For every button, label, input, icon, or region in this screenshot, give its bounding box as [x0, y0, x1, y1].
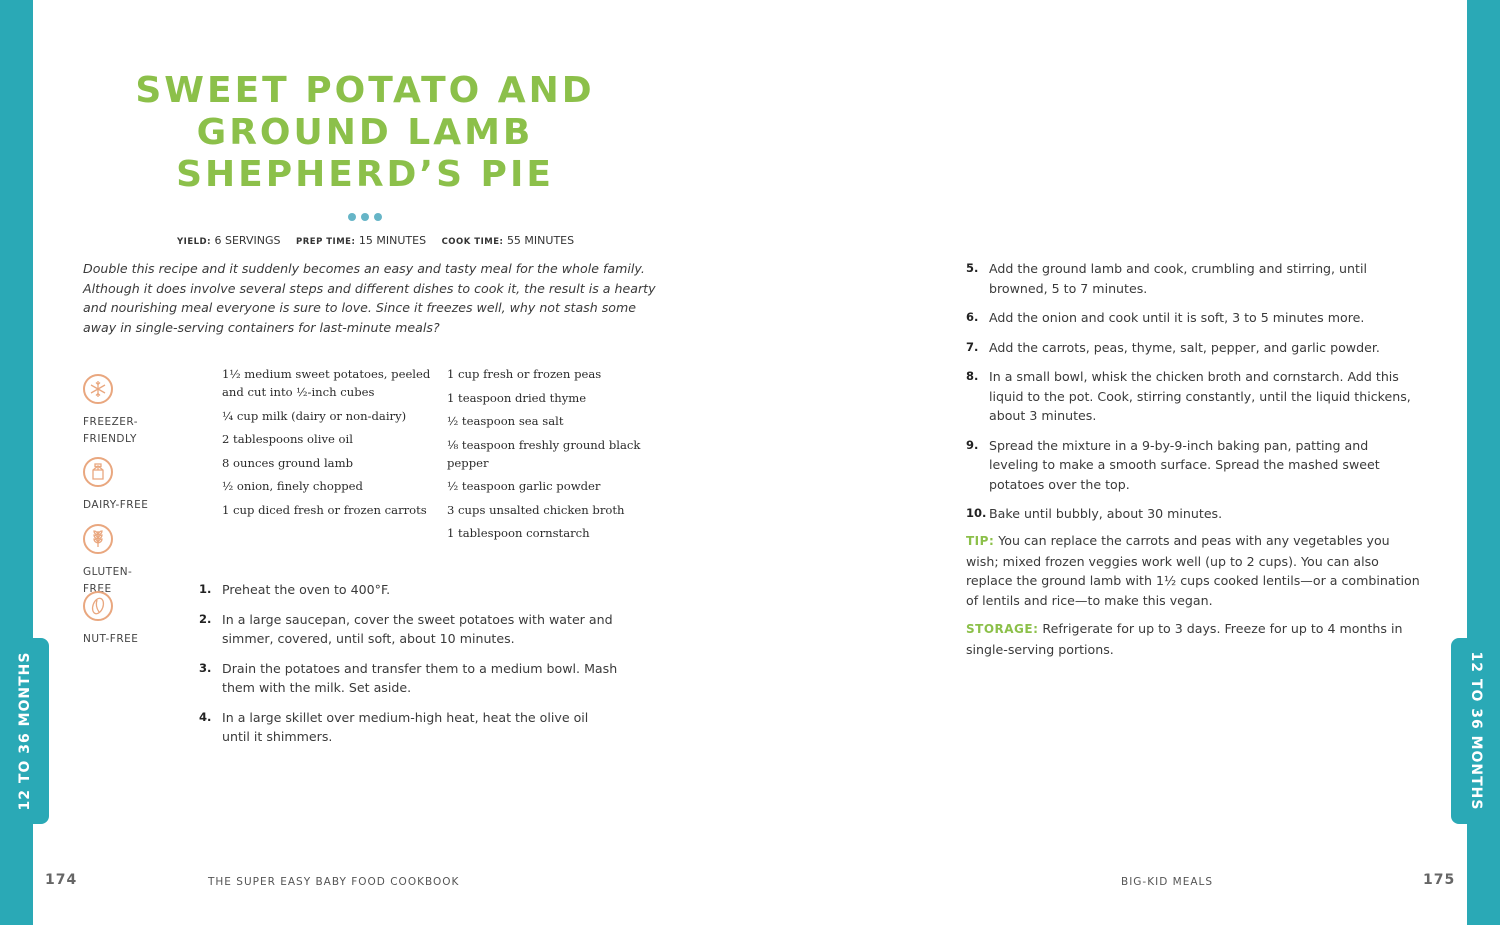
step-item [199, 580, 619, 600]
step-number: 2. [199, 611, 212, 626]
cook-time-value: 55 MINUTES [506, 234, 575, 247]
step-text: Add the onion and cook until it is soft, 3 to 5 minutes more. [989, 310, 1365, 325]
left-age-tab [0, 638, 49, 824]
recipe-intro: Double this recipe and it suddenly becomes an easy and tasty meal for the whole family. Although it does involve several steps and different dishes to cook it, the result is a hearty and nourishing meal everyone is sure to love. Since it freezes well, why not stash some away in single-serving containers for last-minute meals? [83, 261, 656, 335]
steps-list-left [199, 580, 619, 757]
badge-label: GLUTEN-FREE [83, 566, 133, 595]
ingredient-item: ⅛ teaspoon freshly ground black pepper [447, 437, 641, 470]
steps-list-right [966, 259, 1421, 534]
badge-label: FREEZER-FRIENDLY [83, 416, 139, 445]
step-text: Drain the potatoes and transfer them to a medium bowl. Mash them with the milk. Set aside. [222, 660, 618, 695]
ingredient-item: 1 cup diced fresh or frozen carrots [222, 502, 427, 517]
step-number: 7. [966, 339, 979, 354]
ingredient-item: 2 tablespoons olive oil [222, 432, 353, 446]
step-number: 4. [199, 709, 212, 724]
ingredient-item: 1 teaspoon dried thyme [447, 390, 587, 405]
tip-label: TIP: [966, 534, 995, 548]
ingredient-item: 1½ medium sweet potatoes, peeled and cut into ½-inch cubes [222, 367, 431, 399]
right-page-number: 175 [1423, 872, 1456, 888]
step-number: 6. [966, 310, 979, 324]
step-text: Bake until bubbly, about 30 minutes. [989, 506, 1223, 521]
ingredient-item: 1 cup fresh or frozen peas [447, 367, 602, 381]
badge-label: DAIRY-FREE [83, 499, 149, 511]
storage-note [966, 619, 1421, 659]
ingredient-item: 3 cups unsalted chicken broth [447, 502, 625, 517]
nut-icon [83, 591, 113, 621]
step-item [199, 610, 619, 649]
right-age-tab [1451, 638, 1500, 824]
step-number: 5. [966, 261, 979, 275]
title-line: SHEPHERD’S PIE [176, 154, 554, 195]
ingredient-item: ½ teaspoon sea salt [447, 414, 564, 428]
title-line: SWEET POTATO AND [135, 70, 595, 111]
left-age-tab-label: 12 TO 36 MONTHS [16, 651, 33, 811]
ingredient-item: ½ onion, finely chopped [222, 479, 363, 493]
ingredients-column-1 [222, 365, 434, 524]
wheat-icon [83, 524, 113, 554]
yield-value: 6 SERVINGS [214, 234, 281, 247]
step-item [966, 308, 1421, 328]
ingredients-column-2 [447, 365, 652, 548]
title-dots-divider [348, 206, 387, 225]
cook-time-label: COOK TIME: [441, 237, 504, 247]
badge-label: NUT-FREE [83, 633, 139, 645]
right-age-tab-label: 12 TO 36 MONTHS [1467, 651, 1484, 811]
step-number: 8. [966, 369, 979, 383]
step-text: Add the ground lamb and cook, crumbling and stirring, until browned, 5 to 7 minutes. [989, 261, 1367, 296]
left-running-footer: THE SUPER EASY BABY FOOD COOKBOOK [208, 876, 460, 888]
yield-label: YIELD: [177, 237, 211, 247]
badge-freezer-friendly [83, 374, 153, 448]
prep-time-value: 15 MINUTES [358, 234, 427, 247]
step-number: 1. [199, 582, 212, 596]
step-item [966, 259, 1421, 298]
step-item [199, 659, 619, 698]
step-item [966, 367, 1421, 426]
tip-note [966, 531, 1421, 610]
badge-nut-free [83, 591, 153, 648]
step-text: Add the carrots, peas, thyme, salt, pepper, and garlic powder. [989, 339, 1380, 355]
step-text: Spread the mixture in a 9-by-9-inch baking pan, patting and leveling to make a smooth surface. Spread the mashed sweet potatoes over the top. [989, 437, 1380, 492]
step-number: 3. [199, 660, 212, 675]
step-item [966, 338, 1421, 358]
badge-gluten-free [83, 524, 153, 598]
step-item [199, 708, 619, 747]
step-text: In a large saucepan, cover the sweet potatoes with water and simmer, covered, until soft, about 10 minutes. [222, 611, 613, 646]
snowflake-icon [83, 374, 113, 404]
ingredient-item: ½ teaspoon garlic powder [447, 479, 601, 493]
step-number: 9. [966, 437, 979, 452]
step-number: 10. [966, 506, 987, 520]
step-text: In a large skillet over medium-high heat, heat the olive oil until it shimmers. [222, 709, 589, 744]
storage-text: Refrigerate for up to 3 days. Freeze for up to 4 months in single-serving portions. [966, 621, 1403, 657]
step-item [966, 504, 1421, 524]
prep-time-label: PREP TIME: [295, 237, 356, 247]
left-page-number: 174 [45, 872, 78, 888]
ingredient-item: 1 tablespoon cornstarch [447, 526, 590, 540]
right-running-footer: BIG-KID MEALS [1121, 876, 1214, 888]
ingredient-item: ¼ cup milk (dairy or non-dairy) [222, 408, 407, 423]
storage-label: STORAGE: [966, 622, 1039, 636]
title-line: GROUND LAMB [196, 112, 534, 153]
recipe-title [80, 70, 650, 196]
step-text: Preheat the oven to 400°F. [222, 582, 391, 597]
badge-dairy-free [83, 457, 153, 514]
step-item [966, 436, 1421, 495]
ingredient-item: 8 ounces ground lamb [222, 455, 353, 470]
step-text: In a small bowl, whisk the chicken broth and cornstarch. Add this liquid to the pot. Cook, stirring constantly, until the liquid thickens, about 3 minutes. [989, 369, 1411, 423]
recipe-meta [177, 234, 574, 247]
tip-text: You can replace the carrots and peas with any vegetables you wish; mixed frozen veggies work well (up to 2 cups). You can also replace the ground lamb with 1½ cups cooked lentils—or a combination of lentils and rice—to make this vegan. [966, 533, 1420, 608]
milk-carton-icon [83, 457, 113, 487]
